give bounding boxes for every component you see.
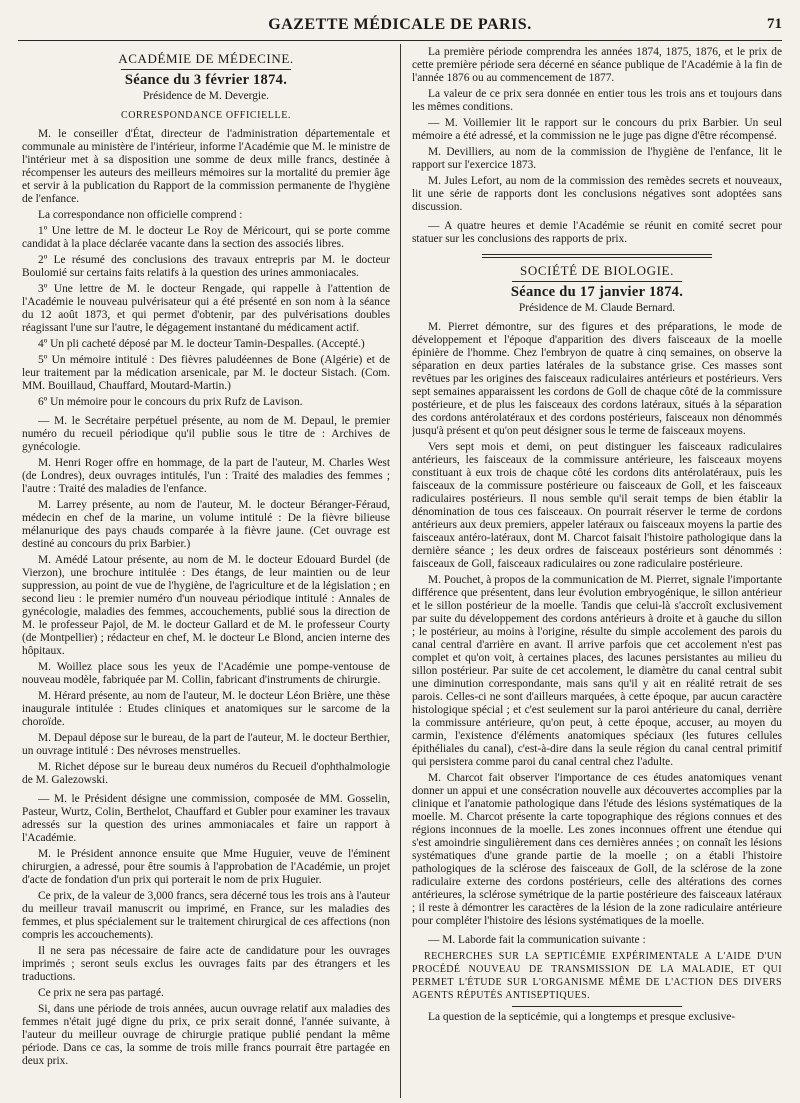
- presidence-line: Présidence de M. Claude Bernard.: [518, 302, 676, 314]
- paragraph: — M. le Président désigne une commission, composée de MM. Gosselin, Pasteur, Wurtz, Colin, Berthelot, Chauffard et Gubler pour examiner les travaux adressés sur la question des urines ammoniacales et faire un rapport à l'Académie.: [22, 793, 390, 844]
- paragraph: La valeur de ce prix sera donnée en entier tous les trois ans et toujours dans les mêmes conditions.: [412, 88, 782, 113]
- paragraph: M. le conseiller d'État, directeur de l'administration départementale et communale au ministère de l'intérieur, informe l'Académie que M. le ministre de l'intérieur met à sa disposition une somme de deux mille francs, destinée à récompenser les auteurs des meilleurs mémoires sur la mortalité du premier âge et servir à la publication du Rapport de la commission permanente de l'hygiène de l'enfance.: [22, 128, 390, 205]
- paragraph: Si, dans une période de trois années, aucun ouvrage relatif aux maladies des femmes n'était jugé digne du prix, ce prix serait donné, l'année suivante, à l'auteur du meilleur ouvrage de chirurgie pratique publié pendant la même période. Dans ce cas, la somme de trois mille francs pourrait être partagée en deux prix.: [22, 1003, 390, 1067]
- section-rule: [512, 1006, 682, 1007]
- paragraph: 4º Un pli cacheté déposé par M. le docteur Tamin-Despalles. (Accepté.): [38, 338, 365, 350]
- left-column: [22, 46, 390, 1096]
- paragraph: M. Charcot fait observer l'importance de ces études anatomiques venant donner un appui et une consécration nouvelle aux découvertes accomplies par la clinique et l'anatomie pathologique dans l'étude des lésions systématiques de la moelle. M. Charcot présente la carte topographique des régions connues et des régions inconnues de la moelle. Les zones inconnues offrent une étendue qui s'est amoindrie singulièrement dans ces dernières années ; on connaît les lésions systématiques d'une grande partie de la moelle ; on a établi l'histoire pathologiques de la sclérose des faisceaux de Goll, de la sclérose de la zone radiculaire externe des cordons postérieurs, celle des altérations des cornes antérieures, la sclérose symétrique de la partie postérieure des faisceaux latéraux ; il reste à démontrer les caractères de la lésion de la zone radiculaire antérieure pour compléter l'histoire des lésions systématiques de la moelle.: [412, 772, 782, 927]
- paragraph: — M. Laborde fait la communication suivante :: [428, 934, 646, 946]
- paragraph: La première période comprendra les années 1874, 1875, 1876, et le prix de cette première période sera décerné en séance publique de l'Académie à la fin de l'année 1876 ou au commencement de 1877.: [412, 46, 782, 84]
- page-number: 71: [767, 16, 782, 32]
- communication-title: RECHERCHES SUR LA SEPTICÉMIE EXPÉRIMENTALE A L'AIDE D'UN PROCÉDÉ NOUVEAU DE TRANSMISSION DE LA MALADIE, ET QUI PERMET L'ÉTUDE SUR L'ORGANISME MÊME DE L'ACTION DES DIVERS AGENTS RÉPUTÉS ANTISEPTIQUES.: [412, 951, 782, 1001]
- section-heading-biologie: SOCIÉTÉ DE BIOLOGIE.: [520, 263, 674, 278]
- paragraph: 1º Une lettre de M. le docteur Le Roy de Méricourt, qui se porte comme candidat à la place déclarée vacante dans la section des associés libres.: [22, 225, 390, 250]
- correspondance-heading: CORRESPONDANCE OFFICIELLE.: [120, 110, 292, 121]
- paragraph: — A quatre heures et demie l'Académie se réunit en comité secret pour statuer sur les conclusions des rapports de prix.: [412, 220, 782, 245]
- paragraph: 2º Le résumé des conclusions des travaux entrepris par M. le docteur Boulomié sur certains faits relatifs à la question des urines ammoniacales.: [22, 254, 390, 279]
- seance-heading: Séance du 3 février 1874.: [124, 72, 288, 88]
- paragraph: M. Depaul dépose sur le bureau, de la part de l'auteur, M. le docteur Berthier, un ouvrage intitulé : Des névroses menstruelles.: [22, 732, 390, 757]
- paragraph: M. Henri Roger offre en hommage, de la part de l'auteur, M. Charles West (de Londres), deux ouvrages intitulés, l'un : Traité des maladies des femmes ; l'autre : Traité des maladies de l'enfance.: [22, 457, 390, 495]
- paragraph: Ce prix, de la valeur de 3,000 francs, sera décerné tous les trois ans à l'auteur du meilleur travail manuscrit ou imprimé, en France, sur les maladies des femmes, et plus spécialement sur le traitement chirurgical de ces affections (non compris les accouchements).: [22, 890, 390, 941]
- paragraph: Vers sept mois et demi, on peut distinguer les faisceaux radiculaires antérieurs, les faisceaux de la commissure antérieure, les faisceaux moyens constituant à eux trois de chaque côté les cordons dits antérolatéraux, puis les faisceaux de la commissure postérieure ou faisceaux de Goll, et les faisceaux radiculaires postérieurs. Il nous semble qu'il serait temps de bien établir la dénomination de tous ces faisceaux. On pourrait réserver le terme de cordons antérieurs aux deux premiers, appeler latéraux ou faisceaux moyens la partie des faisceaux antéro-latéraux, dont M. Charcot faisait l'histoire pathologique dans la dernière séance ; les deux ordres de faisceaux postérieurs sont dénommés : faisceaux de Goll, faisceaux radiculaires ou zone radiculaire postérieure.: [412, 441, 782, 570]
- paragraph: 6º Un mémoire pour le concours du prix Rufz de Lavison.: [38, 396, 303, 408]
- section-separator: [482, 254, 712, 258]
- section-heading-academie: ACADÉMIE DE MÉDECINE.: [118, 51, 294, 66]
- seance-heading: Séance du 17 janvier 1874.: [510, 284, 684, 300]
- paragraph: M. Woillez place sous les yeux de l'Académie une pompe-ventouse de nouveau modèle, fabriquée par M. Collin, fabricant d'instruments de chirurgie.: [22, 661, 390, 686]
- paragraph: 3º Une lettre de M. le docteur Rengade, qui rappelle à l'attention de l'Académie le nouveau pulvérisateur qui a été présenté en son nom à la séance du 12 août 1873, et qui permet d'obtenir, par des pulvérisations doubles réagissant l'une sur l'autre, le dégagement instantané du médicament actif.: [22, 283, 390, 334]
- journal-title: GAZETTE MÉDICALE DE PARIS.: [268, 16, 532, 33]
- paragraph: M. Pouchet, à propos de la communication de M. Pierret, signale l'importante différence que présentent, dans leur évolution embryogénique, le sillon antérieur et le sillon postérieur de la moelle. Tandis que celui-là s'accroît exclusivement par suite du développement des cordons antérieurs à droite et à gauche du sillon ; le postérieur, au moins à l'origine, résulte du simple accolement des parois du canal central d'arrière en avant. Il arrive parfois que cet accolement n'est pas complet et qu'on voit, à certaines places, des lacunes persistantes au milieu du sillon postérieur. Par suite de cet accolement, le diamètre du canal central subit une diminution correspondante, mais sans qu'il y ait en réalité retrait de ses parois. Celles-ci ne sont d'ailleurs marquées, à cette époque, par aucun caractère histologique spécial ; et c'est seulement sur la paroi antérieure du canal, derrière la commissure antérieure, qu'on peut, à cette époque, accuser, au moyen du carmin, l'existence d'éléments anatomiques spéciaux (les futures cellules épithéliales du canal), c'est-à-dire dans la seule région du canal central primitif qui persistera comme paroi du canal central chez l'adulte.: [412, 574, 782, 768]
- paragraph: M. Richet dépose sur le bureau deux numéros du Recueil d'ophthalmologie de M. Galezowski.: [22, 761, 390, 786]
- paragraph: 5º Un mémoire intitulé : Des fièvres paludéennes de Bone (Algérie) et de leur traitement par la médication arsenicale, par M. le docteur Sistach. (Com. MM. Bouillaud, Chauffard, Moutard-Martin.): [22, 354, 390, 392]
- paragraph: Il ne sera pas nécessaire de faire acte de candidature pour les ouvrages imprimés ; seront seuls exclus les ouvrages faits par des étrangers et les traductions.: [22, 945, 390, 983]
- paragraph: La question de la septicémie, qui a longtemps et presque exclusive-: [428, 1011, 736, 1023]
- paragraph: M. Pierret démontre, sur des figures et des préparations, le mode de développement et l'époque d'apparition des divers faisceaux de la moelle épinière de l'homme. Chez l'embryon de quatre à cinq semaines, on observe la séparation en deux parties latérales de la substance grise. Ces masses sont revêtues par les origines des faisceaux radiculaires antérieurs et postérieurs. Vers sept semaines apparaissent les cordons de Goll de chaque côté de la commissure postérieure, et de plus les faisceaux des cordons latéraux, situés à la séparation des cordons antérolatéraux et des cordons postérieurs, faisceaux non dénommés jusqu'à présent et qu'on peut désigner sous le terme de faisceaux moyens.: [412, 321, 782, 437]
- paragraph: M. Hérard présente, au nom de l'auteur, M. le docteur Léon Brière, une thèse inaugurale intitulée : Etudes cliniques et anatomiques sur le sarcome de la choroïde.: [22, 690, 390, 728]
- column-divider: [400, 44, 401, 1098]
- paragraph: M. Larrey présente, au nom de l'auteur, M. le docteur Béranger-Féraud, médecin en chef de la marine, un volume intitulé : De la fièvre bilieuse mélanurique des pays chauds comparée à la fièvre jaune. (Cet ouvrage est destiné au concours du prix Barbier.): [22, 499, 390, 550]
- page-header: [18, 14, 782, 41]
- right-column: [412, 46, 782, 1096]
- paragraph: — M. Voillemier lit le rapport sur le concours du prix Barbier. Un seul mémoire a été adressé, et la commission ne le juge pas digne d'être récompensé.: [412, 117, 782, 142]
- paragraph: — M. le Secrétaire perpétuel présente, au nom de M. Depaul, le premier numéro du recueil périodique qu'il publie sous le titre de : Archives de gynécologie.: [22, 415, 390, 453]
- paragraph: M. Amédé Latour présente, au nom de M. le docteur Edouard Burdel (de Vierzon), une brochure intitulée : Des étangs, de leur maintien ou de leur suppression, au point de vue de l'hygiène, de l'agriculture et de la législation ; en second lieu : le premier numéro d'un nouveau périodique intitulé : Annales de gynécologie, maladies des femmes, accouchements, publié sous la direction de M. le professeur Pajol, de M. le docteur Gallard et de M. le professeur Courty (de Montpellier) ; rédacteur en chef, M. le docteur Le Blond, ancien interne des hôpitaux.: [22, 554, 390, 657]
- section-rule: [121, 69, 291, 70]
- presidence-line: Présidence de M. Devergie.: [143, 90, 269, 102]
- paragraph: Ce prix ne sera pas partagé.: [38, 987, 164, 999]
- paragraph: M. Jules Lefort, au nom de la commission des remèdes secrets et nouveaux, lit une série de rapports dont les conclusions négatives sont adoptées sans discussion.: [412, 175, 782, 213]
- section-rule: [512, 281, 682, 282]
- paragraph: La correspondance non officielle comprend :: [38, 209, 243, 221]
- paragraph: M. Devilliers, au nom de la commission de l'hygiène de l'enfance, lit le rapport sur l'exercice 1873.: [412, 146, 782, 171]
- paragraph: M. le Président annonce ensuite que Mme Huguier, veuve de l'éminent chirurgien, a adressé, pour être soumis à l'approbation de l'Académie, un projet d'acte de fondation d'un prix qui porterait le nom de prix Huguier.: [22, 848, 390, 886]
